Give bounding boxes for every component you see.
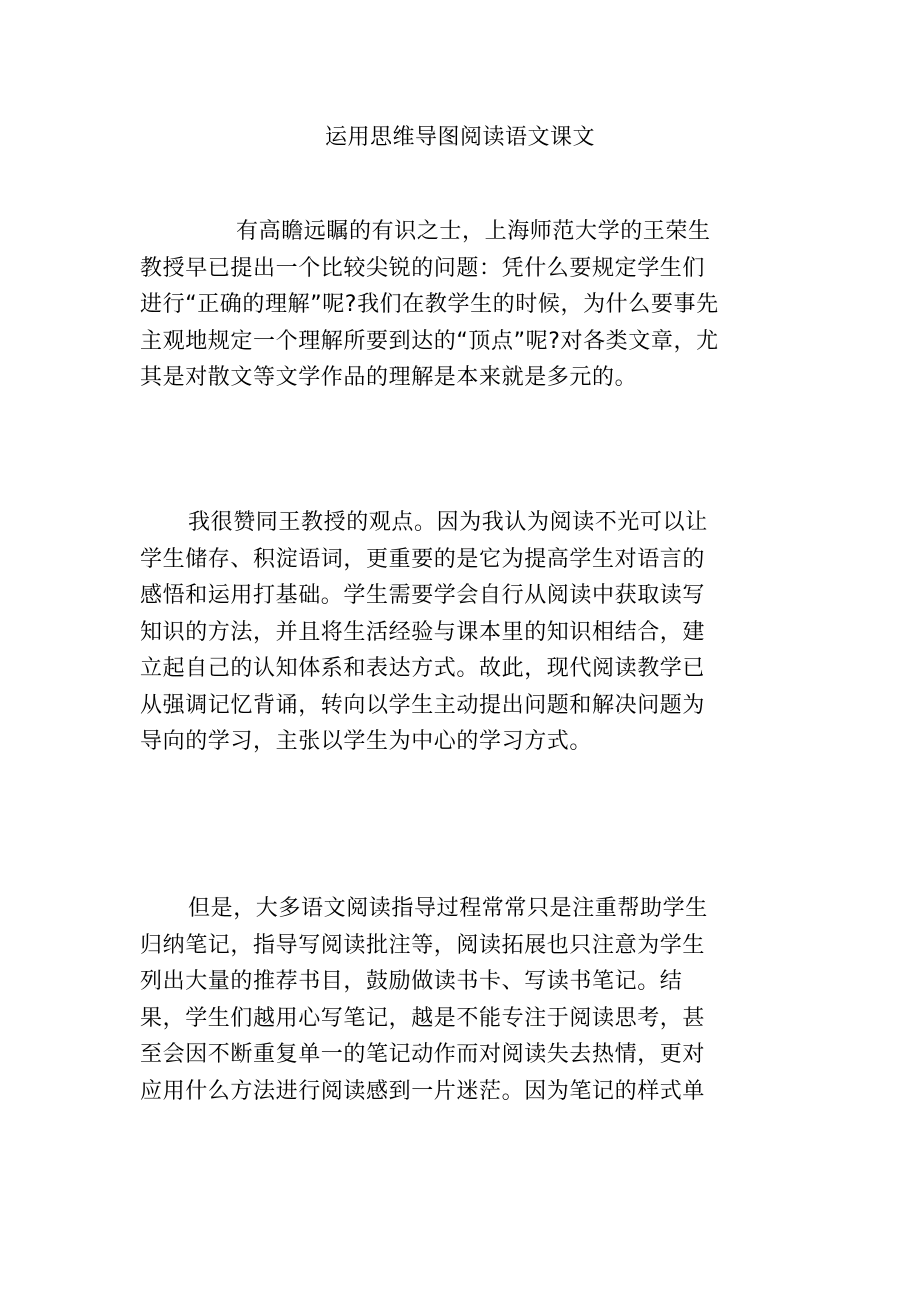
paragraph-line: 列出大量的推荐书目，鼓励做读书卡、写读书笔记。结 [140, 969, 683, 994]
paragraph-line: 果，学生们越用心写笔记，越是不能专注于阅读思考，甚 [140, 1005, 706, 1031]
paragraph-2 [140, 505, 768, 761]
paragraph-line: 归纳笔记，指导写阅读批注等，阅读拓展也只注意为学生 [140, 932, 706, 958]
paragraph-line: 教授早已提出一个比较尖锐的问题：凭什么要规定学生们 [140, 255, 706, 281]
paragraph-line: 至会因不断重复单一的笔记动作而对阅读失去热情，更对 [140, 1042, 706, 1067]
paragraph-line: 进行“正确的理解”呢?我们在教学生的时候，为什么要事先 [140, 292, 719, 317]
paragraph-line: 主观地规定一个理解所要到达的“顶点”呢?对各类文章，尤 [140, 328, 719, 354]
paragraph-line: 导向的学习，主张以学生为中心的学习方式。 [140, 729, 593, 754]
paragraph-line: 立起自己的认知体系和表达方式。故此，现代阅读教学已 [140, 656, 706, 681]
paragraph-line: 感悟和运用打基础。学生需要学会自行从阅读中获取读写 [140, 583, 706, 608]
paragraph-line: 学生储存、积淀语词，更重要的是它为提高学生对语言的 [140, 546, 706, 572]
paragraph-line: 有高瞻远瞩的有识之士，上海师范大学的王荣生 [236, 219, 711, 244]
paragraph-1 [140, 214, 768, 397]
paragraph-line: 其是对散文等文学作品的理解是本来就是多元的。 [140, 365, 638, 390]
paragraph-line: 从强调记忆背诵，转向以学生主动提出问题和解决问题为 [140, 692, 706, 718]
document-title: 运用思维导图阅读语文课文 [324, 125, 595, 150]
paragraph-line: 我很赞同王教授的观点。因为我认为阅读不光可以让 [188, 510, 708, 535]
paragraph-line: 知识的方法，并且将生活经验与课本里的知识相结合，建 [140, 619, 706, 645]
paragraph-line: 应用什么方法进行阅读感到一片迷茫。因为笔记的样式单 [140, 1078, 706, 1104]
paragraph-3 [140, 891, 768, 1110]
paragraph-line: 但是，大多语文阅读指导过程常常只是注重帮助学生 [188, 896, 708, 921]
